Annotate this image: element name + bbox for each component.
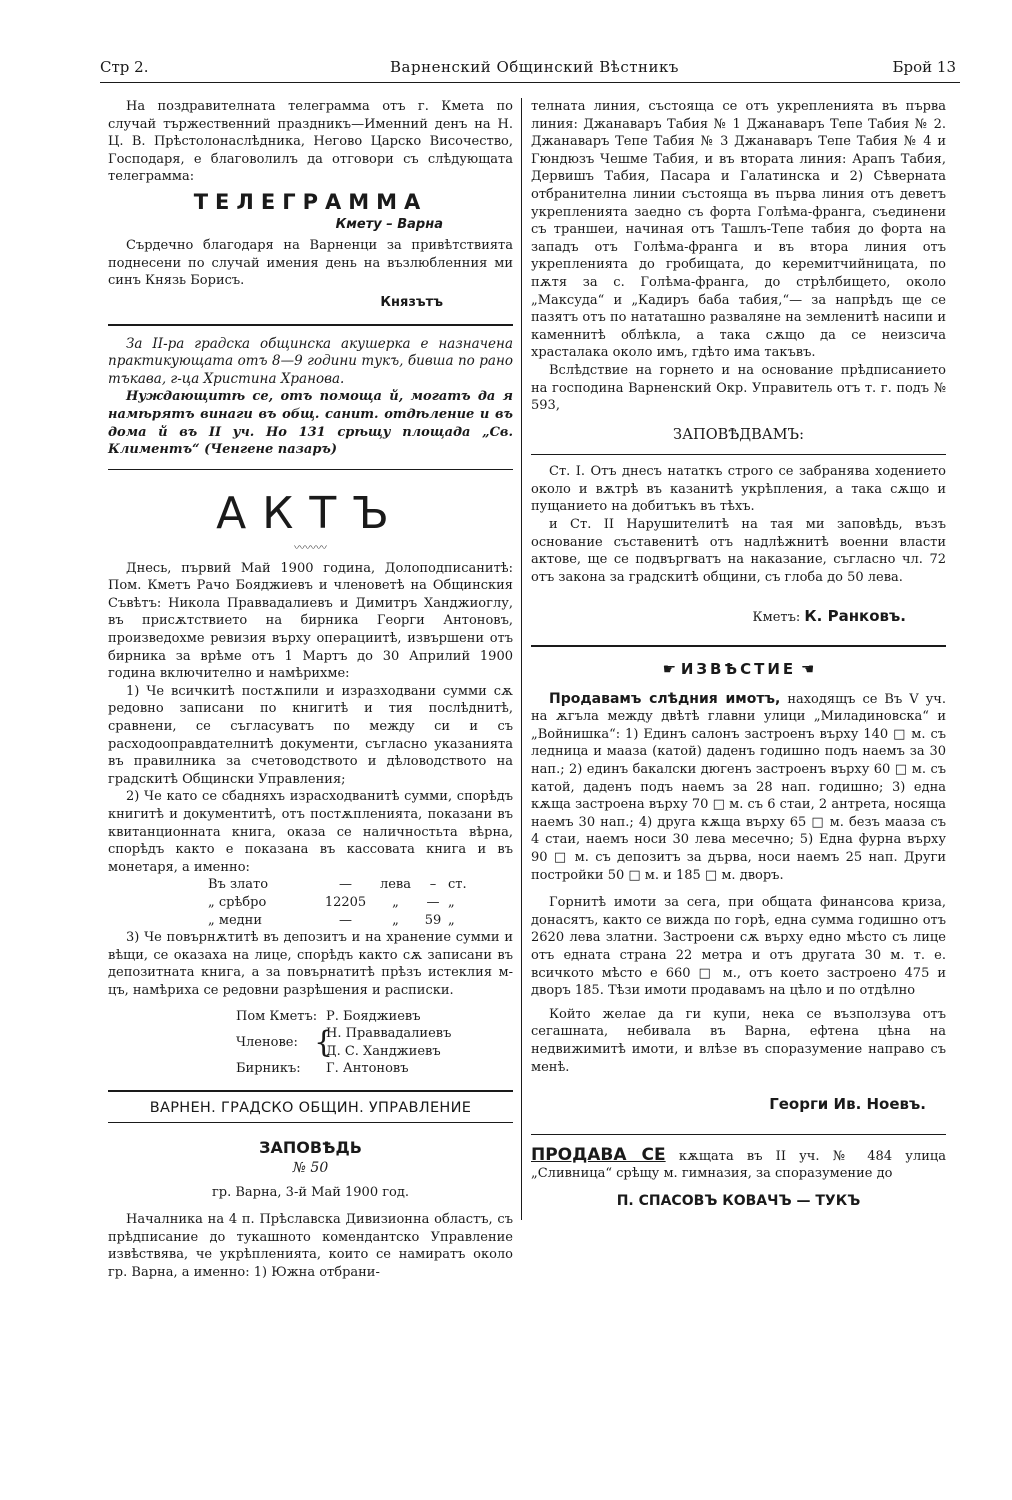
order-text: Началника на 4 п. Прѣславска Дивизионна областъ, съ прѣдписание до тукашното комендантско Управление извѣствява, че укрѣпленията, които се намиратъ около гр. Варна, а именно: 1) Южна отбрани- [108, 1212, 513, 1281]
section-rule [531, 1134, 946, 1135]
akt-point-1: 1) Че всичкитѣ постѫпили и изразходвани сумми сѫ редовно записани по книгитѣ и тия послѣднитѣ, сравнени, се съгласуватъ по между си и съ расходооправдателнитѣ документи, съгласно указанията въ правилника за счетоводството и дѣловодството на градскитѣ Общински Управления; [108, 683, 513, 787]
header-rule [100, 82, 960, 83]
sale2-lead: ПРОДАВА СЕ [531, 1144, 666, 1165]
sale-signature: Георги Ив. Ноевъ. [769, 1095, 926, 1114]
admin-heading: ВАРНЕН. ГРАДСКО ОБЩИН. УПРАВЛЕНИЕ [149, 1099, 472, 1116]
telegram-body: Сърдечно благодаря на Варненци за привѣтствията поднесени по случай имения день на възлюбленния ми синъ Князь Борисъ. [108, 238, 513, 289]
signature-role: Бирникъ: [236, 1061, 301, 1077]
mayor-label: Кметъ: [752, 610, 801, 626]
sale-text: находящъ се Въ V уч. на ѫгъла между двѣтѣ главни улици „Миладиновска“ и „Войнишка“: 1) Единъ салонъ застроенъ върху 140 □ м. съ ледница и мааза (катой) даденъ годишно подъ наемъ за 30 нап.; 2) единъ бакалски дюгенъ застроенъ върху 60 □ м. съ катой, даденъ подъ наемъ за 28 нап. годишно; 3) една кѫща застроена върху 70 □ м. съ 6 стаи, 2 антрета, носяща наемъ 30 нап.; 4) друга кѫща върху 65 □ м. безъ мааза съ 4 стаи, наемъ носи 30 лева месечно; 5) Една фурна върху 90 □ м. съ депозитъ за дърва, носи наемъ 25 нап. Други постройки 50 □ м. и 185 □ м. дворъ. [531, 691, 946, 883]
signature-name: Р. Бояджиевъ [326, 1008, 421, 1024]
notice-heading [531, 661, 946, 679]
signature-role: Пом Кметъ: [236, 1008, 318, 1024]
page-number: Стр 2. [100, 58, 149, 76]
money-stotinki: – [429, 877, 437, 893]
page-header [100, 58, 960, 80]
order-continuation: телната линия, състояща се отъ укрепленията въ първа линия: Джанаваръ Табия № 1 Джанаваръ Тепе Табия № 2. Джанаваръ Тепе Табия № 3 Джанаваръ Тепе Табия № 4 и Гюндюзъ Чешме Табия, и въ втората линия: Арапъ Табия, Дервишъ Табия, Пасара и Галатинска и 2) Сѣверната отбранителна линии състояща въ първа линия отъ деветъ укрепленията заедно съ форта Голѣма-франга, съединени съ траншеи, начиная отъ Ташлъ-Тепе табия до форта на западъ отъ Голѣма-франга и въ втора линия отъ укрепленията до гробищата, до керемитчийницата, по пѫтя за с. Голѣма-франга, до стрѣлбището, около „Максуда“ и „Кадиръ баба табия,“— за напрѣдъ ще се пазятъ отъ по нататашно разваляне на земленитѣ насипи и каменнитѣ облѣкла, а така сѫщо да се неизсича храсталака около имъ, гдѣто има такъвъ. [531, 99, 946, 361]
signature-row [236, 1060, 513, 1078]
brace: { [314, 1024, 334, 1060]
telegram-signature: Князътъ [380, 294, 443, 310]
pointing-hand-icon: ☛ [662, 660, 677, 679]
midwife-address: Нуждающитѣ се, отъ помоща й, могатъ да я намѣрятъ винаги въ общ. санит. отдѣление и въ дома й въ II уч. Но 131 срѣщу площада „Св. Климентъ“ (Ченгене пазаръ) [108, 389, 513, 458]
signature-row [236, 1008, 513, 1026]
column-divider [521, 98, 522, 1220]
akt-point-3: 3) Че повърнѫтитѣ въ депозитъ и на хранение сумми и вѣщи, се оказаха на лице, спорѣдъ както сѫ записани въ депозитната книга, а за повърнатитѣ прѣзъ истеклия м-цъ, намѣриха се редовни разрѣшения и расписки. [108, 930, 513, 998]
money-amount: 12205 [324, 894, 367, 910]
order-place-date: гр. Варна, 3-й Май 1900 год. [211, 1184, 409, 1200]
section-rule [108, 469, 513, 470]
mayor-signature [531, 608, 906, 627]
signature-name: Н. Праввадалиевъ [326, 1026, 452, 1042]
newspaper-title: Варненский Общинский Вѣстникъ [390, 58, 679, 76]
money-label: „ срѣбро [208, 894, 267, 910]
signature-name: Д. С. Ханджиевъ [326, 1043, 441, 1059]
section-rule [108, 1122, 513, 1123]
money-table [208, 876, 513, 929]
akt-intro: Днесь, първий Май 1900 година, Долоподписанитѣ: Пом. Кметъ Рачо Бояджиевъ и членоветѣ на Общинския Съвѣтъ: Никола Праввадалиевъ и Димитръ Ханджиоглу, въ присѫтствието на бирника Георги Антоновъ, произведохме ревизия върху операциитѣ, извършени отъ бирника за врѣме отъ 1 Мартъ до 30 Априлий 1900 година включително и намѣрихме: [108, 560, 513, 682]
akt-point-2: 2) Че като се сбадняхъ израсходванитѣ сумми, спорѣдъ книгитѣ и документитѣ, отъ постѫпленията, показани въ квитанционната книга, оказа се наличностьта вѣрна, спорѣдъ както е показана въ кассовата книга и въ монетаря, а именно: [108, 789, 513, 875]
telegram-recipient: Кмету – Варна [335, 216, 443, 232]
money-unit: „ [448, 912, 455, 928]
order-article-1: Ст. I. Отъ днесъ нататкъ строго се забранява ходението около и вѫтрѣ въ казанитѣ укрѣпления, а така сѫщо и пущанието на добитъкъ въ тѣхъ. [531, 464, 946, 515]
members-list [326, 1025, 451, 1060]
section-rule [531, 645, 946, 647]
sale-lead: Продавамъ слѣдния имотъ, [549, 690, 781, 707]
mayor-name: К. Ранковъ. [804, 607, 906, 626]
right-column [531, 98, 946, 1210]
ornament: 〰〰〰 [294, 540, 327, 554]
section-rule [108, 1090, 513, 1092]
order-command: ЗАПОВѢДВАМЪ: [673, 426, 804, 443]
sale-paragraph-2: Горнитѣ имоти за сега, при общата финансова криза, донасятъ, както се вижда по горѣ, една сумма годишно отъ 2620 лева златни. Застроени сѫ върху едно мѣсто съ лице отъ едната страна 22 метра и отъ другата 30 м. т. е. всичкото мѣсто е 660 □ м., отъ което застроено 475 и дворъ 185. Тѣзи имоти продавамъ на цѣло и по отдѣлно [531, 895, 946, 999]
sale-paragraph [531, 691, 946, 885]
money-row [208, 912, 513, 930]
congrats-paragraph: На поздравителната телеграмма отъ г. Кмета по случай тържественний праздникъ—Именний денъ на Н. Ц. В. Прѣстолонаслѣдника, Негово Царско Височество, Господаря, е благоволилъ да отговори съ слѣдующата телеграмма: [108, 99, 513, 185]
money-unit: „ [448, 894, 455, 910]
section-rule [531, 454, 946, 455]
signature-role: Членове: [236, 1034, 298, 1050]
money-stotinki: — [426, 894, 440, 910]
telegram-heading: ТЕЛЕГРАММА [193, 189, 428, 214]
order-basis: Вслѣдствие на горнето и на основание прѣдписанието на господина Варненский Окр. Управитель отъ т. г. подъ № 593, [531, 362, 946, 414]
money-stotinki: 59 [424, 912, 442, 928]
money-row [208, 876, 513, 894]
money-label: „ медни [208, 912, 263, 928]
notice-title: ИЗВѢСТИЕ [680, 660, 797, 679]
money-unit: „ [392, 912, 399, 928]
midwife-notice: За II-ра градска общинска акушерка е назначена практикующата отъ 8—9 години тукъ, бивша по рано тъкава, г-ца Христина Хранова. [108, 335, 513, 387]
money-amount: — [339, 912, 352, 928]
sale2-signature: П. СПАСОВЪ КОВАЧЪ — ТУКЪ [616, 1192, 861, 1209]
section-rule [108, 324, 513, 326]
order-article-2: и Ст. II Нарушителитѣ на тая ми заповѣдь, възъ основание съставенитѣ отъ надлѣжнитѣ военни власти актове, ще се подвъргватъ на наказание, съгласно чл. 72 отъ закона за градскитѣ общини, съ глоба до 50 лева. [531, 517, 946, 585]
sale-paragraph-3: Който желае да ги купи, нека се възползува отъ сегашната, небивала въ Варна, ефтена цѣна на недвижимитѣ имоти, и влѣзе въ споразумение направо съ менѣ. [531, 1006, 946, 1075]
akt-signatures [236, 1008, 513, 1078]
akt-title: АКТЪ [216, 487, 405, 539]
order-title: ЗАПОВѢДЬ [259, 1137, 362, 1157]
sale2-text: кѫщата въ II уч. № 484 улица „Сливница“ срѣщу м. гимназия, за споразумение до [531, 1148, 946, 1182]
signature-row [236, 1025, 513, 1060]
issue-number: Брой 13 [892, 58, 956, 76]
money-unit: лева [379, 877, 412, 893]
sale2-paragraph [531, 1144, 946, 1183]
pointing-hand-icon: ☚ [800, 660, 815, 679]
money-amount: — [339, 877, 352, 893]
left-column [108, 98, 513, 1282]
money-row [208, 894, 513, 912]
money-unit: „ [392, 894, 399, 910]
money-label: Въ злато [208, 877, 269, 893]
signature-name: Г. Антоновъ [326, 1061, 409, 1077]
money-unit: ст. [448, 877, 467, 893]
order-number: № 50 [292, 1160, 329, 1177]
